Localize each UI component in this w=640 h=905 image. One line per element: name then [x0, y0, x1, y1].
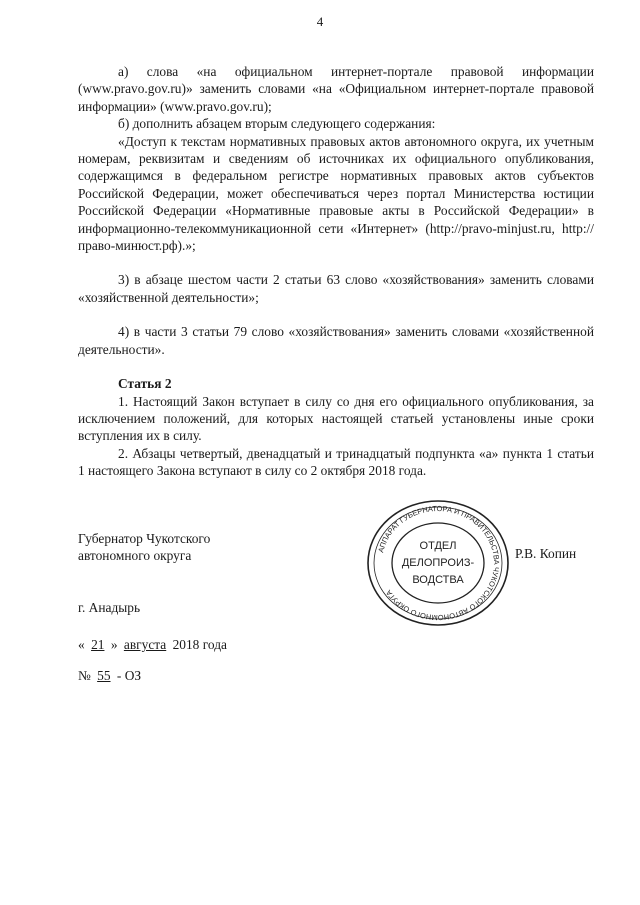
- paragraph-b: б) дополнить абзацем вторым следующего содержания:: [118, 116, 436, 132]
- paragraph-3: 3) в абзаце шестом части 2 статьи 63 слово «хозяйствования» заменить словами «хозяйственной деятельности»;: [78, 272, 594, 305]
- law-number-value: 55: [97, 668, 111, 683]
- paragraph-4: 4) в части 3 статьи 79 слово «хозяйствования» заменить словами «хозяйственной деятельности».: [78, 324, 594, 357]
- signature-title-line2: автономного округа: [78, 548, 192, 564]
- date-day: 21: [91, 637, 105, 652]
- stamp-ring-text: АППАРАТ ГУБЕРНАТОРА И ПРАВИТЕЛЬСТВА ЧУКОТСКОГО АВТОНОМНОГО ОКРУГА: [376, 503, 502, 623]
- paragraph-quote: «Доступ к текстам нормативных правовых актов автономного округа, их учетным номерам, реквизитам и сведениям об источниках их официального опубликования, содержащимся в федеральном регистре нормативных правовых актов субъектов Российской Федерации, может обеспечиваться через портал Министерства юстиции Российской Федерации «Нормативные правовые акты в Российской Федерации» в информационно-телекоммуникационной сети «Интернет» (http://pravo-minjust.ru, http://право-минюст.рф).»;: [78, 133, 594, 254]
- signature-title-line1: Губернатор Чукотского: [78, 531, 211, 546]
- article-paragraph-2: 2. Абзацы четвертый, двенадцатый и тринадцатый подпункта «а» пункта 1 статьи 1 настоящего Закона вступают в силу со 2 октября 2018 года.: [78, 445, 594, 479]
- signature-title: [78, 530, 210, 565]
- stamp-line3: ВОДСТВА: [412, 574, 464, 586]
- paragraph-a: а) слова «на официальном интернет-портале правовой информации (www.pravo.gov.ru)» заменить словами «на «Официальном интернет-портале правовой информации» (www.pravo.gov.ru);: [78, 64, 594, 114]
- page-number: 4: [316, 14, 324, 29]
- document-body: [78, 63, 594, 480]
- date-month: августа: [123, 637, 167, 652]
- article-paragraph-1: 1. Настоящий Закон вступает в силу со дня его официального опубликования, за исключением положений, для которых настоящей статьей установлены иные сроки вступления их в силу.: [78, 393, 594, 444]
- place-of-signing: г. Анадырь: [78, 600, 141, 615]
- signatory-name: Р.В. Копин: [515, 546, 577, 561]
- law-number-suffix: - ОЗ: [116, 668, 142, 683]
- date-close-quote: »: [110, 637, 118, 652]
- official-stamp: [364, 498, 512, 628]
- article-heading: Статья 2: [118, 376, 172, 392]
- law-number-prefix: №: [78, 668, 91, 683]
- signing-date: [78, 637, 227, 653]
- date-open-quote: «: [78, 637, 85, 652]
- stamp-line1: ОТДЕЛ: [419, 540, 457, 552]
- law-number: [78, 668, 141, 684]
- date-year: 2018 года: [172, 637, 227, 652]
- stamp-line2: ДЕЛОПРОИЗ-: [401, 557, 475, 569]
